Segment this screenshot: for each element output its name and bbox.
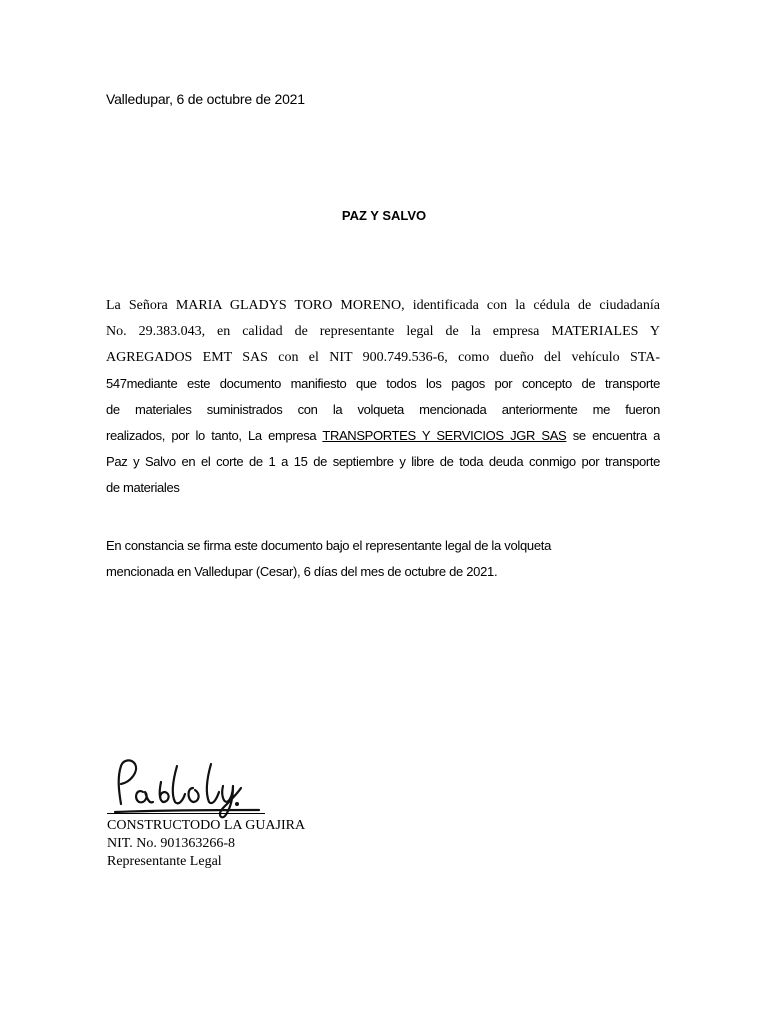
signature-line bbox=[107, 813, 265, 814]
date-line: Valledupar, 6 de octubre de 2021 bbox=[106, 91, 305, 107]
body-line: de materiales suministrados con la volqueta mencionada anteriormente me fueron bbox=[106, 402, 660, 417]
body-line: No. 29.383.043, en calidad de representante legal de la empresa MATERIALES Y bbox=[106, 324, 660, 339]
signer-block bbox=[107, 817, 305, 871]
body-line: de materiales bbox=[106, 480, 180, 495]
closing-line: En constancia se firma este documento bajo el representante legal de la volqueta bbox=[106, 538, 552, 553]
body-text: realizados, por lo tanto, La empresa bbox=[106, 428, 323, 443]
body-paragraph bbox=[106, 293, 660, 501]
body-line: La Señora MARIA GLADYS TORO MORENO, identificada con la cédula de ciudadanía bbox=[106, 298, 660, 313]
body-line: AGREGADOS EMT SAS con el NIT 900.749.536-6, como dueño del vehículo STA- bbox=[106, 350, 660, 365]
closing-paragraph bbox=[106, 533, 666, 585]
signer-nit: NIT. No. 901363266-8 bbox=[107, 836, 236, 851]
body-line: 547mediante este documento manifiesto que todos los pagos por concepto de transporte bbox=[106, 376, 660, 391]
body-text: se encuentra a bbox=[566, 428, 660, 443]
signer-company: CONSTRUCTODO LA GUAJIRA bbox=[107, 818, 306, 833]
document-title: PAZ Y SALVO bbox=[341, 208, 427, 223]
signer-role: Representante Legal bbox=[107, 854, 222, 869]
handwritten-signature bbox=[107, 752, 407, 822]
closing-line: mencionada en Valledupar (Cesar), 6 días del mes de octubre de 2021. bbox=[106, 564, 498, 579]
body-line bbox=[106, 423, 660, 449]
body-line: Paz y Salvo en el corte de 1 a 15 de septiembre y libre de toda deuda conmigo por transporte bbox=[106, 454, 660, 469]
signature-scribble-icon bbox=[107, 752, 407, 822]
company-name: TRANSPORTES Y SERVICIOS JGR SAS bbox=[322, 428, 567, 443]
